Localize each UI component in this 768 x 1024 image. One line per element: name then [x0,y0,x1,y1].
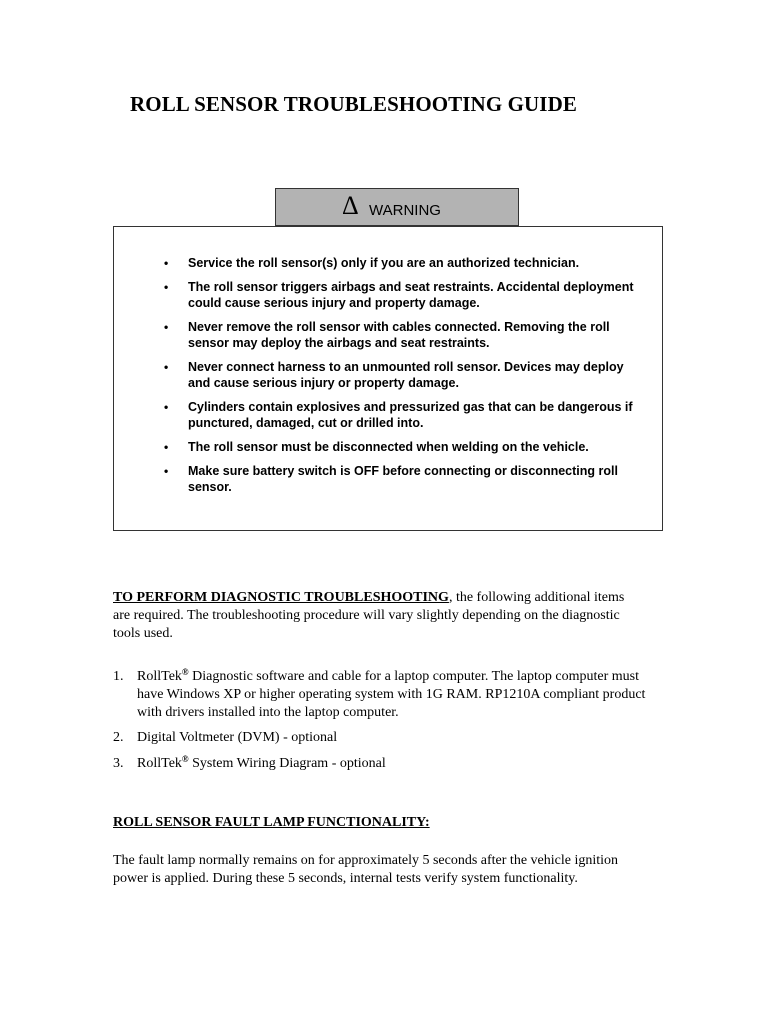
warning-item-text: The roll sensor triggers airbags and seat restraints. Accidental deployment could cause serious injury and property damage. [188,280,634,310]
warning-item-text: Service the roll sensor(s) only if you are an authorized technician. [188,256,580,270]
requirement-description: System Wiring Diagram - optional [188,756,386,771]
requirement-description: Diagnostic software and cable for a laptop computer. The laptop computer must have Windows XP or higher operating system with 1G RAM. RP1210A compliant product with drivers installed into the laptop computer. [137,669,646,720]
requirement-text [137,668,657,722]
bullet-icon: • [164,360,169,374]
warning-item-text: The roll sensor must be disconnected when welding on the vehicle. [188,440,589,454]
requirement-brand: RollTek [137,669,182,684]
requirement-text: Digital Voltmeter (DVM) - optional [137,730,338,745]
warning-item [114,359,662,391]
fault-lamp-paragraph: The fault lamp normally remains on for approximately 5 seconds after the vehicle ignition power is applied. During these 5 seconds, internal tests verify system functionality. [113,853,619,886]
warning-item-text: Make sure battery switch is OFF before connecting or disconnecting roll sensor. [188,464,618,494]
bullet-icon: • [164,256,169,270]
warning-list [114,255,662,503]
warning-item-text: Cylinders contain explosives and pressurized gas that can be dangerous if punctured, damaged, cut or drilled into. [188,400,633,430]
warning-box [113,226,663,531]
requirement-number: 1. [113,669,124,684]
warning-item [114,463,662,495]
warning-item [114,279,662,311]
bullet-icon: • [164,440,169,454]
bullet-icon: • [164,400,169,414]
warning-item [114,399,662,431]
warning-delta-icon: Δ [342,191,359,220]
diagnostic-paragraph [113,589,643,643]
page-title: ROLL SENSOR TROUBLESHOOTING GUIDE [130,92,577,116]
warning-item-text: Never connect harness to an unmounted roll sensor. Devices may deploy and cause serious injury or property damage. [188,360,624,390]
registered-mark: ® [181,754,189,764]
warning-item [114,439,662,455]
bullet-icon: • [164,464,169,478]
requirement-number: 3. [113,756,124,771]
diagnostic-lead: TO PERFORM DIAGNOSTIC TROUBLESHOOTING [113,590,449,605]
bullet-icon: • [164,320,169,334]
requirement-number: 2. [113,730,124,745]
requirement-brand: RollTek [137,756,182,771]
registered-mark: ® [181,667,189,677]
warning-item-text: Never remove the roll sensor with cables connected. Removing the roll sensor may deploy the airbags and seat restraints. [188,320,610,350]
warning-header [275,188,519,226]
bullet-icon: • [164,280,169,294]
requirement-text [137,755,657,773]
warning-item [114,255,662,271]
warning-label: WARNING [369,202,441,219]
warning-item [114,319,662,351]
fault-lamp-heading: ROLL SENSOR FAULT LAMP FUNCTIONALITY: [113,815,430,830]
diagnostic-text: , the following additional items are required. The troubleshooting procedure will vary slightly depending on the diagnostic tools used. [113,590,625,641]
